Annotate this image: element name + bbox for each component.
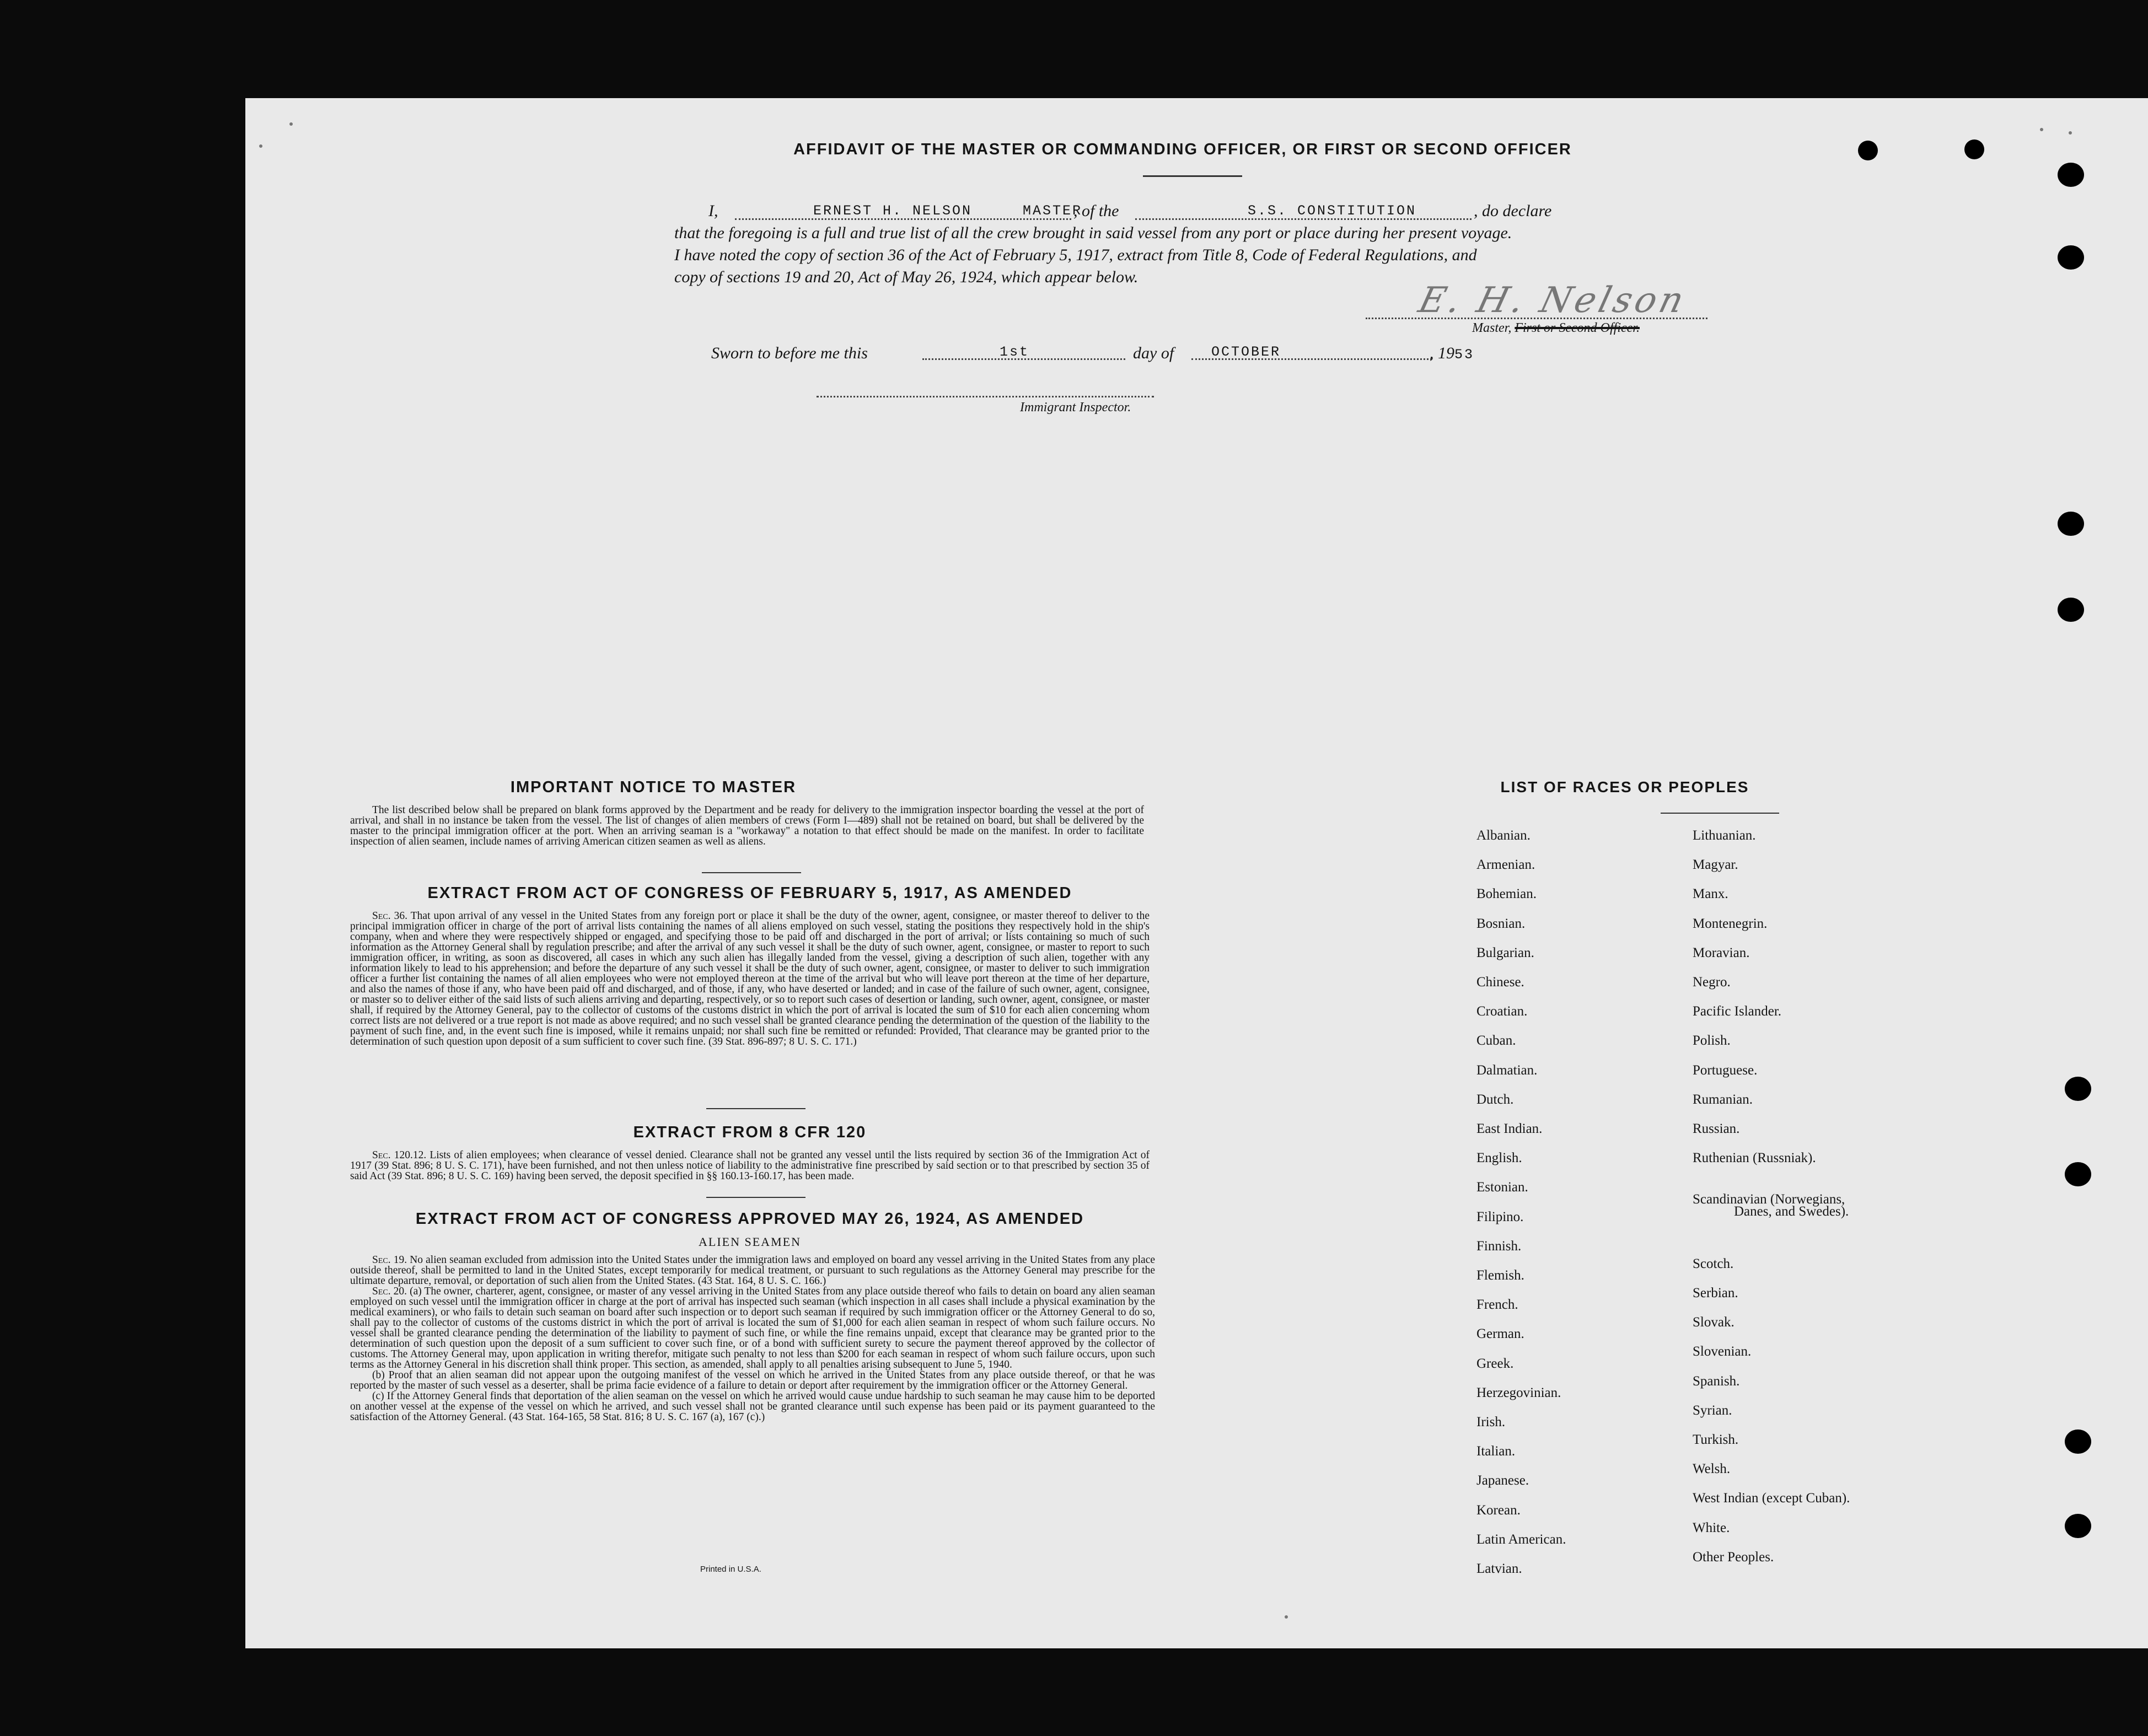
race-item: Latin American. xyxy=(1476,1531,1566,1547)
race-item: English. xyxy=(1476,1151,1522,1166)
punch-hole xyxy=(2065,1514,2091,1538)
extract-1917-text: Sec. 36. That upon arrival of any vessel in the United States from any foreign port or place it shall be the duty of the owner, agent, consignee, or master thereof to deliver to the principal immigration officer in charge of the port of arrival lists containing the names of all aliens employed on such vessel, stating the positions they respectively hold in the ship's company, when and where they were respectively shipped or engaged, and specifying those to be paid off and discharged in the port of arrival; or lists containing so much of such information as the Attorney General shall by regulation prescribe; and after the arrival of any such vessel it shall be the duty of such owner, agent, consignee, or master to report to such immigration officer, in writing, as soon as discovered, all cases in which any such alien has illegally landed from the vessel, giving a description of such alien, together with any information likely to lead to his apprehension; and before the departure of any such vessel it shall be the duty of such owner, agent, consignee, or master to deliver to such immigration officer a further list containing the names of all alien employees who were not employed thereon at the time of the arrival but who will leave port thereon at the time of her departure, and also the names of those if any, who have been paid off and discharged, and of those, if any, who have deserted or landed; and in case of the failure of such owner, agent, consignee, or master so to deliver either of the said lists of such aliens arriving and departing, respectively, or so to report such cases of desertion or landing, such owner, agent, consignee, or master shall, if required by the Attorney General, pay to the collector of customs of the customs district in which the port of arrival is located the sum of $10 for each alien concerning whom correct lists are not delivered or a true report is not made as above required; and no such vessel shall be granted clearance pending the determination of the question of the liability to the payment of such fine, and, in the event such fine is imposed, while it remains unpaid; nor shall such fine be remitted or refunded: Provided, That clearance may be granted prior to the determination of such question upon deposit of a sum sufficient to cover such fine. (39 Stat. 896-897; 8 U. S. C. 171.) xyxy=(350,910,1150,1047)
inspector-label: Immigrant Inspector. xyxy=(1020,400,1131,415)
scan-speck xyxy=(289,122,293,126)
sworn-month: OCTOBER xyxy=(1211,344,1281,360)
race-item: Polish. xyxy=(1693,1033,1731,1049)
scan-speck xyxy=(259,144,262,148)
punch-hole xyxy=(2058,245,2084,270)
master-signature: E. H. Nelson xyxy=(1414,280,1691,321)
extract-cfr-title: EXTRACT FROM 8 CFR 120 xyxy=(633,1124,867,1141)
i-label: I, xyxy=(708,202,718,220)
affidavit-title: AFFIDAVIT OF THE MASTER OR COMMANDING OFFICER, OR FIRST OR SECOND OFFICER xyxy=(793,141,1572,158)
race-item: Spanish. xyxy=(1693,1373,1740,1389)
signer-title xyxy=(1472,321,1640,336)
scan-speck xyxy=(1285,1615,1288,1619)
race-item: Rumanian. xyxy=(1693,1092,1753,1107)
master-rank: MASTER xyxy=(1023,203,1083,219)
printed-in-usa: Printed in U.S.A. xyxy=(700,1565,761,1574)
vessel-name: S.S. CONSTITUTION xyxy=(1248,203,1417,219)
race-item: Latvian. xyxy=(1476,1561,1522,1576)
race-item: Ruthenian (Russniak). xyxy=(1693,1151,1816,1166)
declaration-line-3: I have noted the copy of section 36 of the Act of February 5, 1917, extract from Title 8, Code of Federal Regulations, and xyxy=(674,246,1477,264)
race-item: Russian. xyxy=(1693,1121,1740,1136)
punch-hole xyxy=(2058,163,2084,187)
race-item: Korean. xyxy=(1476,1502,1521,1518)
race-item: Scotch. xyxy=(1693,1256,1734,1271)
race-item: Armenian. xyxy=(1476,857,1535,873)
day-of-label: day of xyxy=(1133,344,1174,362)
punch-hole xyxy=(1858,141,1878,160)
scan-speck xyxy=(2069,131,2072,135)
extract-cfr-divider xyxy=(706,1197,806,1198)
race-item: Portuguese. xyxy=(1693,1062,1758,1078)
extract-1917-title: EXTRACT FROM ACT OF CONGRESS OF FEBRUARY 5, 1917, AS AMENDED xyxy=(427,884,1072,902)
races-title: LIST OF RACES OR PEOPLES xyxy=(1500,778,1749,796)
punch-hole xyxy=(2058,598,2084,622)
punch-hole xyxy=(1964,139,1984,159)
race-item: Dutch. xyxy=(1476,1092,1514,1107)
race-item: Bulgarian. xyxy=(1476,945,1534,960)
race-item: Italian. xyxy=(1476,1444,1516,1459)
extract-1924-text: Sec. 19. No alien seaman excluded from admission into the United States under the immigration laws and employed on board any vessel arriving in the United States from any place outside thereof, shall be permitted to land in the United States, except temporarily for medical treatment, or pursuant to such regulations as the Attorney General may prescribe for the ultimate departure, removal, or deportation of such alien from the United States. (43 Stat. 164, 8 U. S. C. 166.) Sec. 20. (a) The owner, charterer, agent, consignee, or master of any vessel arriving in the United States from any place outside thereof who fails to detain on board any alien seaman employed on such vessel until the immigration officer in charge at the port of arrival has inspected such seaman (which inspection in all cases shall include a physical examination by the medical examiners), or who fails to detain such seaman on board after such inspection or to deport such seaman if required by such immigration officer or the Attorney General to do so, shall pay to the collector of customs of the customs district in which the port of arrival is located the sum of $1,000 for each alien seaman in respect of whom such failure occurs. No vessel shall be granted clearance pending the determination of the liability to payment of such fine, or while the fine remains unpaid, except that clearance may be granted prior to the determination of such question upon the deposit of a sum sufficient to cover such fine, or of a bond with sufficient surety to secure the payment thereof approved by the collector of customs. The Attorney General may, upon application in writing therefor, mitigate such penalty to not less than $200 for each seaman in respect of whom such failure occurs, upon such terms as the Attorney General in his discretion shall think proper. This section, as amended, shall apply to all penalties arising subsequent to June 5, 1940. (b) Proof that an alien seaman did not appear upon the outgoing manifest of the vessel on which he arrived in the United States from any place outside thereof, or that he was reported by the master of such vessel as a deserter, shall be prima facie evidence of a failure to detain or deport after requirement by the immigration officer or the Attorney General. (c) If the Attorney General finds that deportation of the alien seaman on the vessel on which he arrived would cause undue hardship to such seaman he may cause him to be deported on another vessel at the expense of the vessel on which he arrived, and such vessel shall not be granted clearance until such expense has been paid or its payment guaranteed to the satisfaction of the Attorney General. (43 Stat. 164-165, 58 Stat. 816; 8 U. S. C. 167 (a), 167 (c).) xyxy=(350,1254,1156,1423)
race-item: Welsh. xyxy=(1693,1461,1731,1477)
sec-20-label: Sec. 20. xyxy=(372,1286,407,1297)
sworn-day: 1st xyxy=(1000,344,1030,360)
races-title-underline xyxy=(1661,813,1779,814)
sec-19-label: Sec. 19. xyxy=(372,1254,407,1266)
sec-120-label: Sec. 120.12. xyxy=(372,1149,427,1161)
extract-1924-title: EXTRACT FROM ACT OF CONGRESS APPROVED MAY 26, 1924, AS AMENDED xyxy=(415,1210,1084,1228)
race-item: Japanese. xyxy=(1476,1473,1529,1488)
race-item: Dalmatian. xyxy=(1476,1062,1538,1078)
signer-title-struck: First or Second Officer. xyxy=(1515,321,1640,335)
race-item: Estonian. xyxy=(1476,1180,1528,1195)
do-declare-label: , do declare xyxy=(1474,202,1552,220)
race-item: Other Peoples. xyxy=(1693,1549,1774,1565)
race-item: Negro. xyxy=(1693,975,1731,990)
of-the-label: , of the xyxy=(1073,202,1119,220)
declaration-line-2: that the foregoing is a full and true list of all the crew brought in said vessel from any port or place during her present voyage. xyxy=(674,224,1512,242)
notice-text: The list described below shall be prepared on blank forms approved by the Department and be ready for delivery to the immigration inspector boarding the vessel at the port of arrival, and shall in no instance be taken from the vessel. The list of changes of alien members of crews (Form I—489) shall not be retained on board, but shall be delivered by the master to the principal immigration officer at the port. When an arriving seaman is a "workaway" a notation to that effect should be made on the manifest. In order to facilitate inspection of alien seamen, include names of arriving American citizen seamen as well as aliens. xyxy=(350,804,1144,847)
punch-hole xyxy=(2065,1162,2091,1186)
race-item: Chinese. xyxy=(1476,975,1524,990)
race-item: Slovenian. xyxy=(1693,1344,1752,1359)
extract-1917-divider xyxy=(706,1108,806,1109)
race-item: Lithuanian. xyxy=(1693,828,1756,843)
punch-hole xyxy=(2065,1429,2091,1454)
race-item: Flemish. xyxy=(1476,1268,1524,1283)
race-item: Herzegovinian. xyxy=(1476,1385,1561,1400)
notice-divider xyxy=(702,872,801,873)
race-item: Albanian. xyxy=(1476,828,1531,843)
race-item: West Indian (except Cuban). xyxy=(1693,1491,1850,1506)
race-item: White. xyxy=(1693,1520,1730,1535)
race-item: German. xyxy=(1476,1326,1524,1342)
signature-line xyxy=(1366,318,1707,319)
race-item: Magyar. xyxy=(1693,857,1738,873)
punch-hole xyxy=(2065,1077,2091,1101)
sec-36-label: Sec. 36. xyxy=(372,910,408,922)
title-underline xyxy=(1143,175,1242,177)
master-name: ERNEST H. NELSON xyxy=(813,203,973,219)
inspector-signature-line xyxy=(817,396,1154,397)
race-item: East Indian. xyxy=(1476,1121,1543,1136)
race-item: Danes, and Swedes). xyxy=(1734,1204,1849,1219)
race-item: Finnish. xyxy=(1476,1238,1522,1254)
race-item: Montenegrin. xyxy=(1693,916,1768,931)
declaration-line-4: copy of sections 19 and 20, Act of May 26, 1924, which appear below. xyxy=(674,268,1139,286)
alien-seamen-subtitle: ALIEN SEAMEN xyxy=(699,1235,801,1249)
race-item: Croatian. xyxy=(1476,1004,1528,1019)
scan-speck xyxy=(2040,128,2043,131)
form-sheet xyxy=(245,98,2148,1648)
race-item: Bosnian. xyxy=(1476,916,1526,931)
race-item: Moravian. xyxy=(1693,945,1750,960)
race-item: Scandinavian (Norwegians, xyxy=(1693,1192,1845,1207)
race-item: Syrian. xyxy=(1693,1402,1732,1418)
race-item: Filipino. xyxy=(1476,1209,1524,1224)
race-item: Turkish. xyxy=(1693,1432,1739,1447)
race-item: Cuban. xyxy=(1476,1033,1516,1049)
sworn-label: Sworn to before me this xyxy=(711,344,868,362)
punch-hole xyxy=(2058,512,2084,536)
notice-title: IMPORTANT NOTICE TO MASTER xyxy=(510,778,797,796)
race-item: French. xyxy=(1476,1297,1518,1313)
race-item: Slovak. xyxy=(1693,1315,1734,1330)
race-item: Serbian. xyxy=(1693,1285,1738,1300)
race-item: Manx. xyxy=(1693,886,1728,902)
year-label: , 1953 xyxy=(1430,344,1475,363)
race-item: Irish. xyxy=(1476,1415,1506,1429)
race-item: Bohemian. xyxy=(1476,886,1537,902)
signer-title-master: Master, xyxy=(1472,321,1512,335)
extract-cfr-text: Sec. 120.12. Lists of alien employees; when clearance of vessel denied. Clearance shall not be granted any vessel until the lists required by section 36 of the Immigration Act of 1917 (39 Stat. 896; 8 U. S. C. 171), have been furnished, and not then unless notice of liability to the administrative fine prescribed by said section or to that prescribed by section 35 of said Act (39 Stat. 896; 8 U. S. C. 169) having been served, the deposit specified in §§ 160.13-160.17, has been made. xyxy=(350,1149,1150,1182)
sworn-year-suffix: 53 xyxy=(1454,347,1475,363)
race-item: Pacific Islander. xyxy=(1693,1004,1782,1019)
race-item: Greek. xyxy=(1476,1356,1514,1371)
